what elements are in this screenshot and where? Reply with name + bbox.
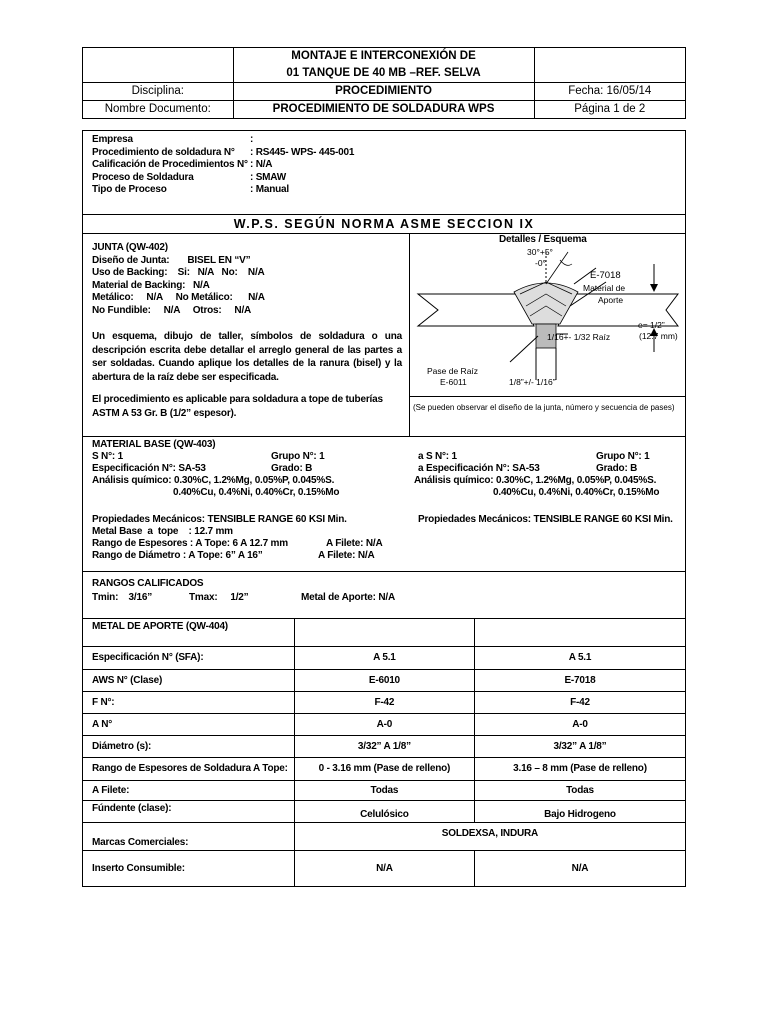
- base-group-left: Grupo N°: 1: [271, 451, 325, 462]
- ranges-filler: Metal de Aporte: N/A: [301, 592, 395, 603]
- company-label: Tipo de Proceso: [92, 184, 167, 195]
- project-title-cell: [233, 48, 534, 83]
- thickness-arrowhead-top: [650, 284, 658, 292]
- page-number: Página 1 de 2: [534, 101, 685, 119]
- joint-section: [83, 234, 685, 437]
- root-pass-electrode-label: E-6011: [440, 377, 467, 387]
- row-label: A Filete:: [83, 780, 294, 800]
- wps-title: W.P.S. SEGÚN NORMA ASME SECCION IX: [83, 214, 685, 234]
- joint-heading: JUNTA (QW-402): [92, 242, 168, 253]
- filler-col-b-header: [474, 619, 685, 646]
- tmin: Tmin: 3/16”: [92, 592, 152, 603]
- row-label: Diámetro (s):: [83, 735, 294, 757]
- row-label: AWS N° (Clase): [83, 669, 294, 691]
- table-row: [83, 757, 685, 780]
- angle-tolerance-label: -0°: [535, 258, 546, 268]
- base-props-left: Propiedades Mecánicos: TENSIBLE RANGE 60 KSI Min.: [92, 514, 347, 525]
- company-label: Procedimiento de soldadura N°: [92, 146, 235, 158]
- row-label: F N°:: [83, 691, 294, 713]
- thickness-mm-label: (12.7 mm): [639, 331, 678, 341]
- table-row: [83, 646, 685, 669]
- joint-line: Diseño de Junta: BISEL EN “V”: [92, 254, 251, 266]
- row-value-a: E-6010: [294, 669, 474, 691]
- company-label: Calificación de Procedimientos N°: [92, 159, 248, 170]
- brands-value: SOLDEXSA, INDURA: [294, 822, 685, 850]
- row-value-b: A-0: [474, 713, 685, 735]
- project-title-line2: 01 TANQUE DE 40 MB –REF. SELVA: [286, 67, 481, 79]
- filler-heading: METAL DE APORTE (QW-404): [83, 619, 294, 646]
- row-value-b: Bajo Hidrogeno: [474, 800, 685, 822]
- row-label: Especificación N° (SFA):: [83, 646, 294, 669]
- filler-col-a-header: [294, 619, 474, 646]
- company-value: : RS445- WPS- 445-001: [250, 146, 355, 158]
- company-value: : N/A: [250, 159, 273, 170]
- base-material-heading: MATERIAL BASE (QW-403): [92, 439, 216, 450]
- base-chem-left-2: 0.40%Cu, 0.4%Ni, 0.40%Cr, 0.15%Mo: [173, 487, 340, 498]
- base-sn-right: a S N°: 1: [418, 451, 457, 462]
- insert-value-b: N/A: [571, 862, 589, 874]
- row-value-b: 3/32” A 1/8”: [474, 735, 685, 757]
- base-material-section: [83, 437, 685, 572]
- brands-label: Marcas Comerciales:: [83, 822, 294, 850]
- row-label: Fúndente (clase):: [83, 800, 294, 822]
- wps-form: [82, 130, 686, 887]
- insert-value-a: N/A: [294, 850, 474, 886]
- doc-name-label: Nombre Documento:: [83, 101, 234, 119]
- qualified-ranges-section: [83, 572, 685, 619]
- row-value-b: A 5.1: [474, 646, 685, 669]
- row-value-b: E-7018: [474, 669, 685, 691]
- row-value-a: 3/32” A 1/8”: [294, 735, 474, 757]
- row-value-a: 0 - 3.16 mm (Pase de relleno): [294, 757, 474, 780]
- header-logo-cell: [83, 48, 234, 83]
- project-title-line1: MONTAJE E INTERCONEXIÓN DE: [291, 50, 476, 62]
- row-value-a: Todas: [294, 780, 474, 800]
- table-row: [83, 735, 685, 757]
- row-value-a: F-42: [294, 691, 474, 713]
- company-value: :: [250, 134, 254, 145]
- doc-name-value: PROCEDIMIENTO DE SOLDADURA WPS: [233, 101, 534, 119]
- root-face-label: 1/16+- 1/32 Raíz: [547, 332, 611, 342]
- base-diameter-fillet: A Filete: N/A: [318, 550, 375, 561]
- filler-heading-row: [83, 619, 685, 646]
- joint-line: No Fundible: N/A Otros: N/A: [92, 304, 252, 316]
- material-label: Material de: [583, 283, 626, 293]
- thickness-label: e= 1/2”: [638, 320, 665, 330]
- base-metal-thickness: Metal Base a tope : 12.7 mm: [92, 526, 233, 537]
- discipline-label: Disciplina:: [83, 83, 234, 101]
- row-value-a: A 5.1: [294, 646, 474, 669]
- row-value-b: F-42: [474, 691, 685, 713]
- electrode-fill-label: E-7018: [590, 270, 621, 281]
- joint-line: Metálico: N/A No Metálico: N/A: [92, 292, 265, 303]
- joint-scope: El procedimiento es aplicable para soldadura a tope de tuberías ASTM A 53 Gr. B (1/2” espesor).: [92, 394, 383, 419]
- base-diameter-range: Rango de Diámetro : A Tope: 6” A 16”: [92, 550, 263, 561]
- table-row: [83, 800, 685, 822]
- table-row: [83, 780, 685, 800]
- base-chem-right-2: 0.40%Cu, 0.4%Ni, 0.40%Cr, 0.15%Mo: [493, 487, 660, 498]
- base-chem-left: Análisis químico: 0.30%C, 1.2%Mg, 0.05%P, 0.045%S.: [92, 475, 335, 486]
- gap-label: 1/8”+/- 1/16”: [509, 377, 556, 387]
- row-label: Rango de Espesores de Soldadura A Tope:: [83, 757, 294, 780]
- header-table: [82, 47, 686, 119]
- row-label: A N°: [83, 713, 294, 735]
- header-blank-cell: [534, 48, 685, 83]
- joint-diagram: [410, 234, 685, 437]
- base-props-right: Propiedades Mecánicos: TENSIBLE RANGE 60 KSI Min.: [418, 514, 673, 525]
- joint-line: Material de Backing: N/A: [92, 279, 210, 291]
- base-group-right: Grupo N°: 1: [596, 451, 650, 462]
- ranges-heading: RANGOS CALIFICADOS: [92, 578, 204, 589]
- table-row: [83, 669, 685, 691]
- company-value: : Manual: [250, 184, 289, 195]
- left-plate: [418, 294, 534, 326]
- joint-line: Uso de Backing: Si: N/A No: N/A: [92, 267, 265, 278]
- company-label: Proceso de Soldadura: [92, 171, 194, 183]
- base-spec-right: a Especificación N°: SA-53: [418, 463, 540, 474]
- base-grade-right: Grado: B: [596, 463, 638, 474]
- table-row: [83, 850, 685, 886]
- root-pass-arrow: [510, 336, 538, 362]
- diagram-divider: [410, 396, 685, 397]
- material-label-2: Aporte: [598, 295, 624, 305]
- base-sn-left: S N°: 1: [92, 451, 123, 462]
- row-value-b: 3.16 – 8 mm (Pase de relleno): [474, 757, 685, 780]
- joint-paragraph: Un esquema, dibujo de taller, símbolos de soldadura o una descripción escrita debe detallar el arreglo general de las partes a ser soldadas. Cuando aplique los detalles de la ranura (bisel) y la abertura de la raíz debe ser especificada.: [92, 331, 402, 383]
- weld-cap: [514, 283, 578, 324]
- table-row: [83, 822, 685, 850]
- base-thickness-fillet: A Filete: N/A: [326, 538, 383, 549]
- base-spec-left: Especificación N°: SA-53: [92, 463, 206, 474]
- table-row: [83, 691, 685, 713]
- diagram-title: Detalles / Esquema: [499, 234, 587, 245]
- row-value-a: Celulósico: [294, 800, 474, 822]
- row-value-b: Todas: [474, 780, 685, 800]
- company-label: Empresa: [92, 134, 133, 145]
- table-row: [83, 713, 685, 735]
- row-value-a: A-0: [294, 713, 474, 735]
- joint-text: [92, 242, 402, 420]
- base-chem-right: Análisis químico: 0.30%C, 1.2%Mg, 0.05%P, 0.045%S.: [414, 475, 657, 486]
- date: Fecha: 16/05/14: [534, 83, 685, 101]
- filler-metal-table: [83, 619, 685, 886]
- tmax: Tmax: 1/2”: [189, 592, 249, 603]
- root-pass-label: Pase de Raíz: [427, 366, 479, 376]
- company-value: : SMAW: [250, 171, 287, 183]
- base-thickness-range: Rango de Espesores : A Tope: 6 A 12.7 mm: [92, 538, 288, 549]
- angle-label: 30°+5°: [527, 247, 553, 257]
- discipline-value: PROCEDIMIENTO: [233, 83, 534, 101]
- base-grade-left: Grado: B: [271, 463, 313, 474]
- insert-label: Inserto Consumible:: [83, 850, 294, 886]
- diagram-note: (Se pueden observar el diseño de la junta, número y secuencia de pases): [413, 403, 675, 412]
